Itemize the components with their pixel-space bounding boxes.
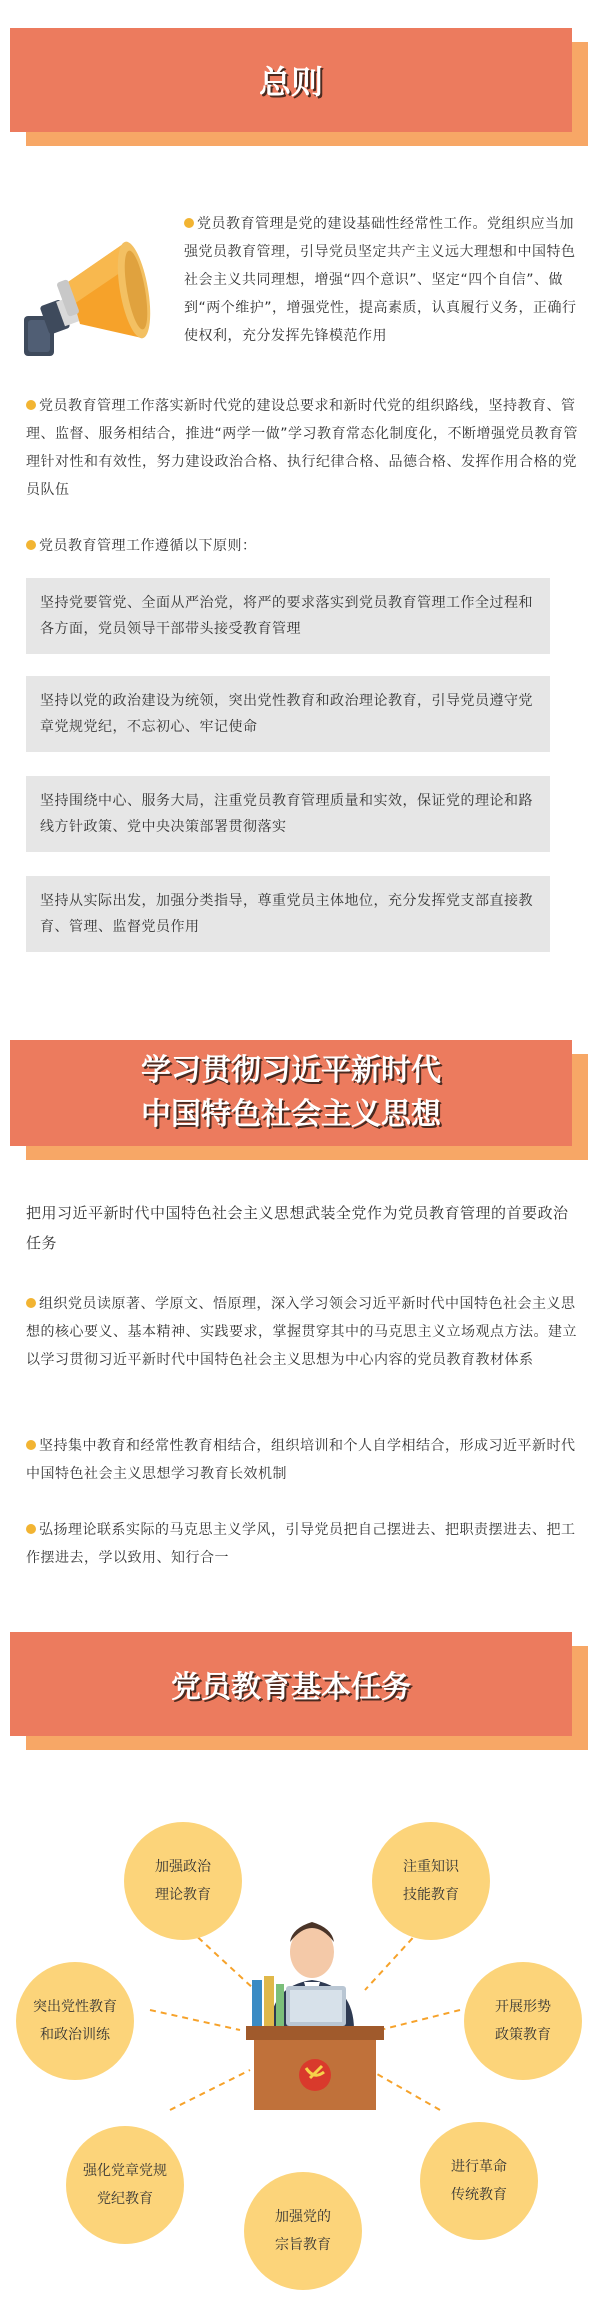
- task-circle-7: [420, 2122, 538, 2240]
- task-circle-6: [244, 2172, 362, 2290]
- banner-front: [10, 1632, 572, 1736]
- task-circle-1: [124, 1822, 242, 1940]
- task-circle-4: [464, 1962, 582, 2080]
- task-label: 开展形势 政策教育: [495, 1999, 551, 2043]
- task-circle-5: [66, 2126, 184, 2244]
- thought-item-1: [26, 1290, 578, 1374]
- section-title: 党员教育基本任务: [171, 1670, 411, 1705]
- thought-lead-text: 把用习近平新时代中国特色社会主义思想武装全党作为党员教育管理的首要政治任务: [26, 1204, 569, 1252]
- task-label: 加强政治 理论教育: [155, 1859, 211, 1903]
- general-para2: [26, 392, 578, 504]
- section-banner-thought: [10, 1040, 572, 1146]
- task-label: 注重知识 技能教育: [403, 1859, 459, 1903]
- task-label: 突出党性教育 和政治训练: [33, 1999, 117, 2043]
- task-label: 进行革命 传统教育: [451, 2159, 507, 2203]
- bullet-dot: [26, 1440, 36, 1450]
- task-label: 加强党的 宗旨教育: [275, 2209, 331, 2253]
- official-at-desk-icon: [246, 1922, 384, 2110]
- bullet-dot: [26, 1298, 36, 1308]
- section-title-line2: 中国特色社会主义思想: [141, 1097, 441, 1132]
- bullet-dot: [26, 400, 36, 410]
- thought-lead: [26, 1198, 578, 1258]
- principle-box-1: [26, 578, 550, 654]
- thought-item-2: [26, 1432, 578, 1488]
- bullet-dot: [26, 1524, 36, 1534]
- task-label: 强化党章党规 党纪教育: [83, 2163, 167, 2207]
- bullet-dot: [184, 218, 194, 228]
- thought-item-text: 坚持集中教育和经常性教育相结合，组织培训和个人自学相结合，形成习近平新时代中国特色社会主义思想学习教育长效机制: [26, 1438, 576, 1482]
- general-intro-text: 党员教育管理是党的建设基础性经常性工作。党组织应当加强党员教育管理，引导党员坚定共产主义远大理想和中国特色社会主义共同理想，增强“四个意识”、坚定“四个自信”、做到“两个维护”，增强党性，提高素质，认真履行义务，正确行使权利，充分发挥先锋模范作用: [184, 216, 577, 344]
- thought-item-3: [26, 1516, 578, 1572]
- thought-item-text: 组织党员读原著、学原文、悟原理，深入学习领会习近平新时代中国特色社会主义思想的核心要义、基本精神、实践要求，掌握贯穿其中的马克思主义立场观点方法。建立以学习贯彻习近平新时代中国特色社会主义思想为中心内容的党员教育教材体系: [26, 1296, 577, 1368]
- task-circle-3: [16, 1962, 134, 2080]
- banner-front: [10, 1040, 572, 1146]
- section-banner-tasks: [10, 1632, 572, 1736]
- principle-box-3: [26, 776, 550, 852]
- general-para3: [26, 532, 578, 560]
- general-intro: [184, 210, 578, 350]
- general-para2-text: 党员教育管理工作落实新时代党的建设总要求和新时代党的组织路线，坚持教育、管理、监督、服务相结合，推进“两学一做”学习教育常态化制度化，不断增强党员教育管理针对性和有效性，努力建设政治合格、执行纪律合格、品德合格、发挥作用合格的党员队伍: [26, 398, 579, 498]
- megaphone-icon: [22, 220, 162, 370]
- section-title: 总则: [258, 63, 323, 101]
- section-title-line1: 学习贯彻习近平新时代: [141, 1053, 441, 1088]
- principle-text: 坚持从实际出发，加强分类指导，尊重党员主体地位，充分发挥党支部直接教育、管理、监督党员作用: [40, 893, 533, 935]
- thought-item-text: 弘扬理论联系实际的马克思主义学风，引导党员把自己摆进去、把职责摆进去、把工作摆进去，学以致用、知行合一: [26, 1522, 576, 1566]
- principle-text: 坚持以党的政治建设为统领，突出党性教育和政治理论教育，引导党员遵守党章党规党纪，不忘初心、牢记使命: [40, 693, 533, 735]
- banner-front: [10, 28, 572, 132]
- general-para3-text: 党员教育管理工作遵循以下原则：: [39, 538, 257, 554]
- section-banner-general: [10, 28, 572, 132]
- principle-text: 坚持党要管党、全面从严治党，将严的要求落实到党员教育管理工作全过程和各方面，党员领导干部带头接受教育管理: [40, 595, 533, 637]
- principle-text: 坚持围绕中心、服务大局，注重党员教育管理质量和实效，保证党的理论和路线方针政策、党中央决策部署贯彻落实: [40, 793, 533, 835]
- principle-box-2: [26, 676, 550, 752]
- principle-box-4: [26, 876, 550, 952]
- bullet-dot: [26, 540, 36, 550]
- task-circle-2: [372, 1822, 490, 1940]
